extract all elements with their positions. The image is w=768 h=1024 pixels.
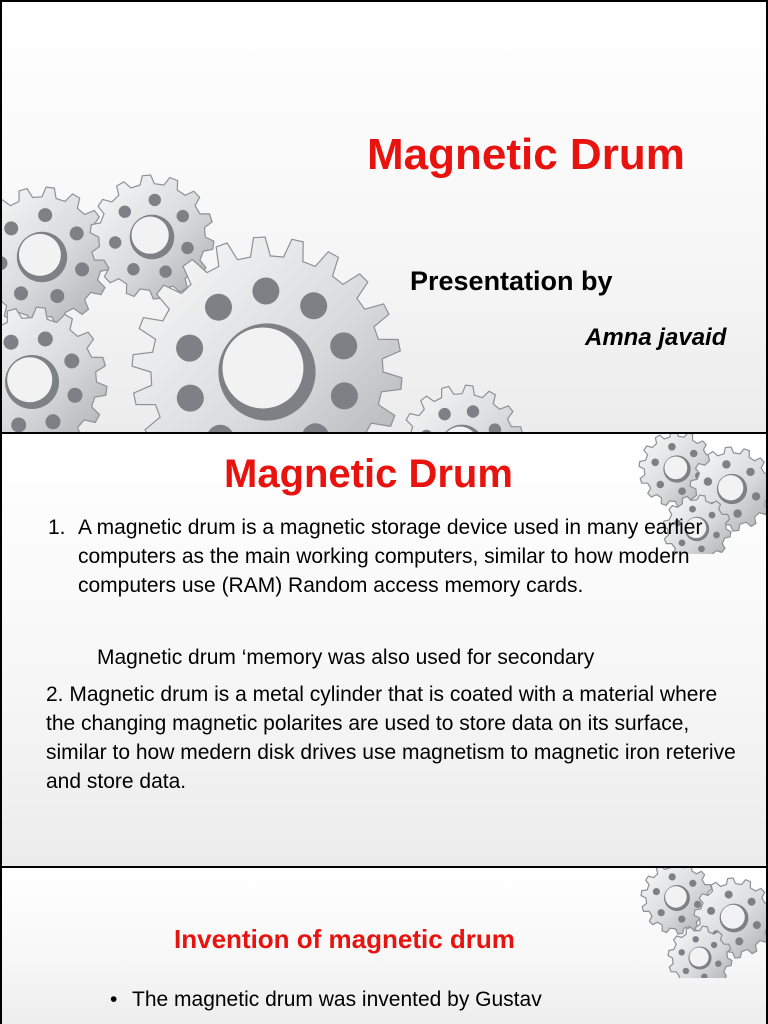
- gear-hole: [735, 937, 743, 945]
- bullet-text: The magnetic drum was invented by Gustav: [132, 988, 542, 1011]
- gear-hole: [653, 888, 660, 895]
- bullet-item: [110, 985, 542, 1014]
- content-slide: [0, 866, 768, 1024]
- gear-hole: [109, 236, 121, 248]
- gear-cluster-icon: [2, 172, 562, 434]
- gear-hub-inner: [718, 475, 743, 500]
- gear-hole: [689, 880, 696, 887]
- author-name: Amna javaid: [585, 324, 727, 351]
- gear-hole: [711, 942, 717, 948]
- gear-hub-inner: [664, 456, 687, 479]
- gear-hole: [177, 210, 189, 222]
- gear-hole: [252, 278, 279, 305]
- slide-title: Magnetic Drum: [367, 130, 685, 179]
- gear-hole: [64, 354, 79, 369]
- gear-hole: [678, 487, 686, 495]
- gear-hole: [669, 873, 676, 880]
- gear-hole: [159, 265, 171, 277]
- gear-hub-inner: [721, 905, 745, 929]
- gear-cluster-icon: [622, 868, 768, 978]
- gear-hole: [658, 909, 665, 916]
- gear-hole: [715, 961, 721, 967]
- gear-hole: [689, 506, 696, 513]
- gear-hole: [300, 292, 327, 319]
- gear-hole: [75, 262, 89, 276]
- gear-hole: [753, 921, 761, 929]
- gear-hole: [181, 242, 193, 254]
- slide-title: Magnetic Drum: [224, 452, 513, 496]
- gear-hole: [176, 335, 203, 362]
- gear-hub-inner: [19, 234, 61, 276]
- gear-hole: [704, 477, 712, 485]
- gear-hole: [330, 332, 357, 359]
- gear-hole: [707, 907, 715, 915]
- gear-hole: [38, 332, 53, 347]
- gear-hub-inner: [222, 327, 303, 408]
- gear-hole: [657, 481, 665, 489]
- gear-hole: [50, 289, 64, 303]
- list-item-text: A magnetic drum is a magnetic storage device used in many earlier computers as the main working computers, similar to how modern computers use (RAM) Random access memory cards.: [78, 516, 703, 597]
- gear-hole: [683, 968, 689, 974]
- gear-hub-inner: [665, 886, 687, 908]
- gear-hole: [11, 418, 26, 433]
- gear-hole: [693, 936, 699, 942]
- gear-hole: [14, 286, 28, 300]
- gear-hole: [746, 468, 754, 476]
- gear-hole: [127, 263, 139, 275]
- gear-hole: [38, 208, 52, 222]
- gear-hole: [70, 226, 84, 240]
- list-item: 2. Magnetic drum is a metal cylinder that is coated with a material where the changing magnetic polarites are used to store data on its surface, similar to how medern disk drives use magnetism to magnetic iron reterive and store data.: [46, 683, 736, 793]
- gear-hole: [668, 443, 676, 451]
- bullet-marker: •: [110, 988, 118, 1011]
- title-slide: [0, 0, 768, 434]
- gear-hole: [331, 382, 358, 409]
- gear-hole: [205, 294, 232, 321]
- gear-hub-inner: [689, 947, 708, 966]
- gear-hole: [46, 414, 61, 429]
- list-item-note: Magnetic drum ‘memory was also used for secondary: [97, 646, 595, 669]
- gear-hole: [68, 388, 83, 403]
- content-slide: [0, 432, 768, 868]
- gear-hole: [4, 335, 19, 350]
- gear-hole: [438, 408, 450, 420]
- gear-hole: [177, 385, 204, 412]
- gear-hole: [651, 459, 659, 467]
- gear-hole: [752, 492, 760, 500]
- gear-hole: [149, 194, 161, 206]
- gear-hole: [725, 891, 733, 899]
- gear-hole: [678, 916, 685, 923]
- slide-title: Invention of magnetic drum: [174, 924, 515, 954]
- gear-hole: [4, 221, 18, 235]
- gear-hole: [467, 405, 479, 417]
- gear-hole: [694, 901, 701, 908]
- gear-hole: [722, 460, 730, 468]
- list-item: [48, 513, 738, 600]
- gear-hub-inner: [7, 357, 52, 402]
- gear-hole: [748, 898, 756, 906]
- gear-hole: [690, 450, 698, 458]
- gear-hole: [679, 949, 685, 955]
- presented-by-label: Presentation by: [410, 266, 613, 296]
- gear-hole: [119, 206, 131, 218]
- gear-hub-inner: [132, 217, 169, 254]
- list-number: 1.: [48, 516, 66, 539]
